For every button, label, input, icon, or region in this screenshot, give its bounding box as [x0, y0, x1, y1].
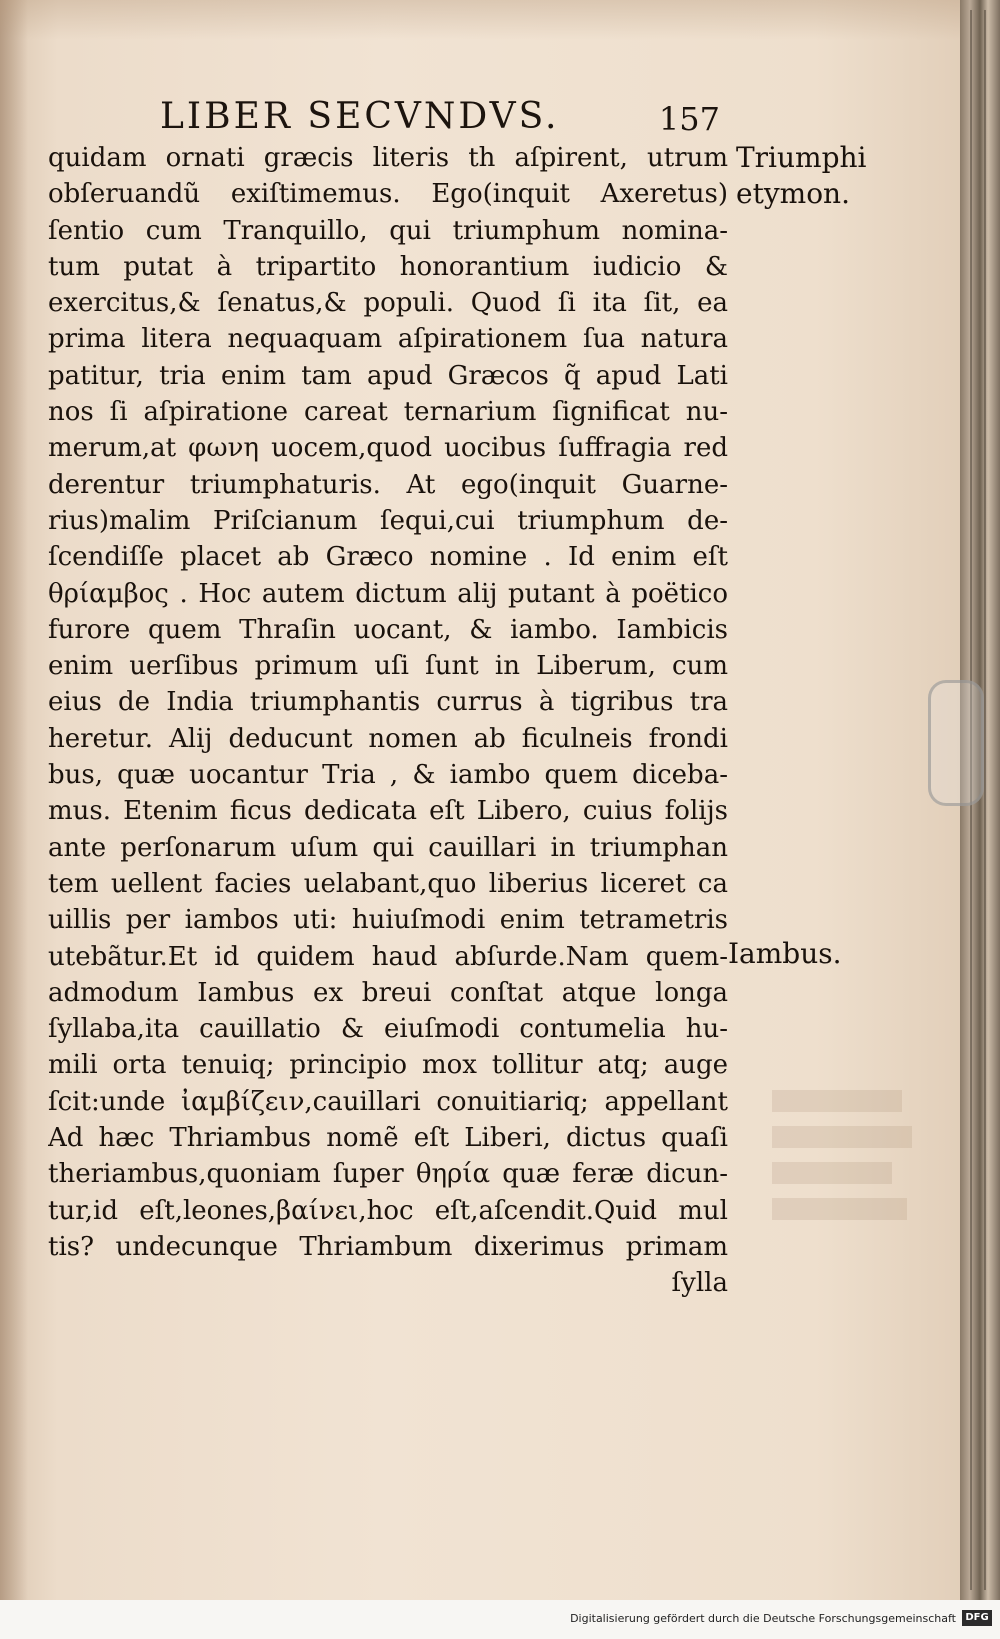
- text-line: tur,id eſt,leones,βαίνει,hoc eſt,aſcendit.Quid mul: [48, 1195, 728, 1226]
- text-line: mili orta tenuiq; principio mox tollitur atq; auge: [48, 1050, 728, 1081]
- binding-line: [984, 10, 986, 1590]
- text-line: admodum Iambus ex breui conſtat atque longa: [48, 977, 728, 1008]
- text-line: furore quem Thraſin uocant, & iambo. Iambicis: [48, 614, 728, 645]
- text-line: ſentio cum Tranquillo, qui triumphum nomina-: [48, 215, 728, 246]
- text-line: tem uellent facies uelabant,quo liberius liceret ca: [48, 868, 728, 899]
- text-line: mus. Etenim ficus dedicata eſt Libero, cuius folijs: [48, 796, 728, 827]
- text-line: θρίαμβος . Hoc autem dictum alij putant à poëtico: [48, 578, 728, 609]
- page-top-shadow: [0, 0, 960, 40]
- text-line: Ad hæc Thriambus nomẽ eſt Liberi, dictus quaſi: [48, 1123, 728, 1154]
- text-line: theriambus,quoniam ſuper θηρία quæ feræ dicun-: [48, 1159, 728, 1190]
- margin-note-line: Triumphi: [736, 141, 867, 174]
- text-line: tum putat à tripartito honorantium iudicio &: [48, 251, 728, 282]
- text-line: eius de India triumphantis currus à tigribus tra: [48, 687, 728, 718]
- text-line: merum,at φωνη uocem,quod uocibus ſuffragia red: [48, 433, 728, 464]
- text-line: derentur triumphaturis. At ego(inquit Guarne-: [48, 469, 728, 500]
- catchword-line: ſylla: [671, 1268, 728, 1299]
- text-line: bus, quæ uocantur Tria , & iambo quem diceba-: [48, 760, 728, 791]
- text-line: tis? undecunque Thriambum dixerimus primam: [48, 1231, 728, 1262]
- margin-note-triumphi: [736, 140, 867, 212]
- dfg-logo: DFG: [962, 1610, 992, 1626]
- running-head: [160, 96, 720, 140]
- text-line: heretur. Alij deducunt nomen ab ficulneis frondi: [48, 723, 728, 754]
- text-line: uillis per iambos uti: huiuſmodi enim tetrametris: [48, 905, 728, 936]
- text-line: ſyllaba,ita cauillatio & eiuſmodi contumelia hu-: [48, 1014, 728, 1045]
- footer-bar: [0, 1600, 1000, 1639]
- page-number: 157: [658, 100, 720, 138]
- text-line: ſcit:unde ἰαμβίζειν,cauillari conuitiariq; appellant: [48, 1086, 728, 1117]
- text-line: ante perſonarum uſum qui cauillari in triumphan: [48, 832, 728, 863]
- margin-note-iambus: Iambus.: [728, 937, 842, 970]
- text-line: quidam ornati græcis literis th aſpirent, utrum: [48, 143, 728, 173]
- running-title: LIBER SECVNDVS.: [160, 96, 560, 137]
- text-line: exercitus,& ſenatus,& populi. Quod ſi ita ſit, ea: [48, 288, 728, 319]
- text-line: prima litera nequaquam aſpirationem ſua natura: [48, 324, 728, 355]
- text-line: obſeruandũ exiſtimemus. Ego(inquit Axeretus): [48, 179, 728, 210]
- text-line: utebãtur.Et id quidem haud abſurde.Nam quem-: [48, 941, 728, 972]
- text-line: patitur, tria enim tam apud Græcos q̃ apud Lati: [48, 360, 728, 391]
- bleed-through-text: [772, 1090, 922, 1240]
- body-text: [48, 140, 728, 1302]
- text-line: enim uerſibus primum uſi ſunt in Liberum, cum: [48, 651, 728, 682]
- text-line: nos ſi aſpiratione careat ternarium ſignificat nu-: [48, 397, 728, 428]
- text-line: ſcendiſſe placet ab Græco nomine . Id enim eſt: [48, 542, 728, 573]
- page-gutter-shadow: [0, 0, 28, 1600]
- margin-note-line: etymon.: [736, 177, 850, 210]
- funding-credit: Digitalisierung gefördert durch die Deutsche Forschungsgemeinschaft: [570, 1612, 956, 1625]
- text-line: rius)malim Priſcianum ſequi,cui triumphum de-: [48, 505, 728, 536]
- page-clip: [928, 680, 984, 806]
